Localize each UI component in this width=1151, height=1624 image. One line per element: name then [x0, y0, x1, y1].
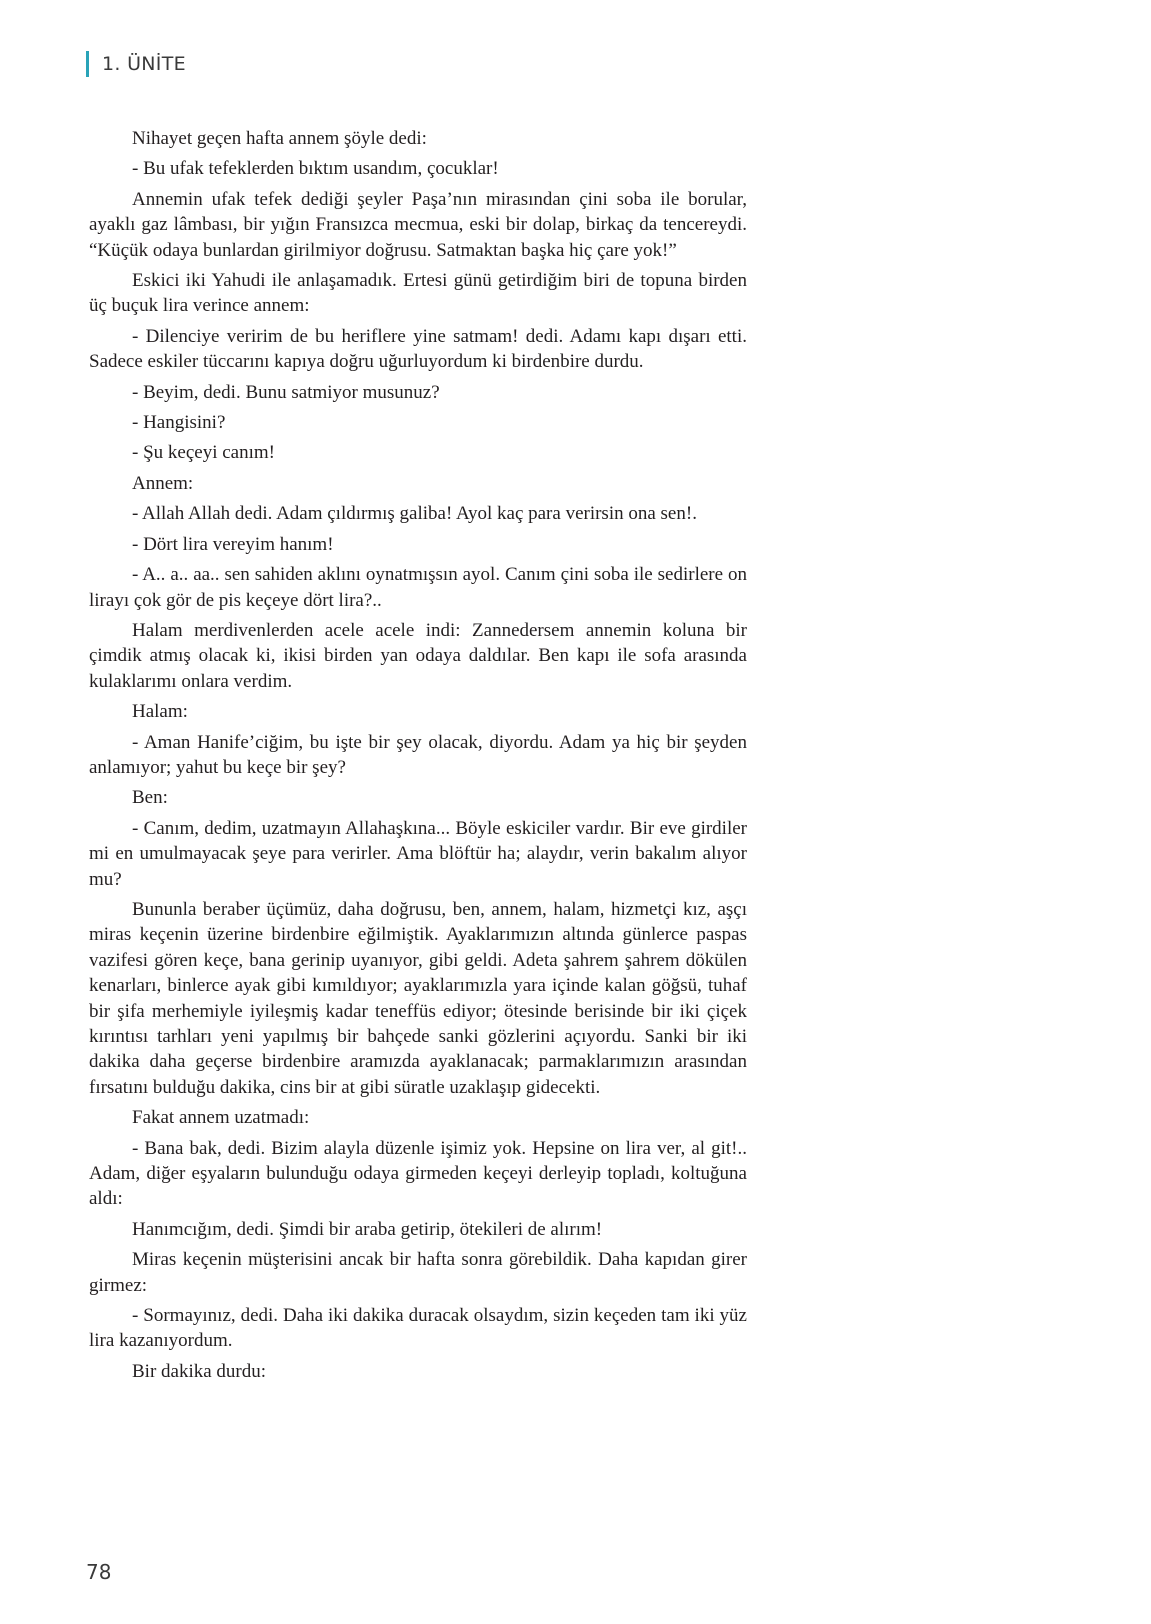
paragraph: - Canım, dedim, uzatmayın Allahaşkına... Böyle eskiciler vardır. Bir eve girdiler mi en umulmayacak şeye para verirler. Ama blöftür ha; alaydır, verin bakalım alıyor mu? — [89, 817, 747, 890]
paragraph: Eskici iki Yahudi ile anlaşamadık. Ertesi günü getirdiğim biri de topuna birden üç buçuk lira verince annem: — [89, 270, 747, 317]
header-accent-bar — [86, 51, 89, 77]
paragraph: - Sormayınız, dedi. Daha iki dakika duracak olsaydım, sizin keçeden tam iki yüz lira kazanıyordum. — [89, 1305, 747, 1352]
paragraph: - Bu ufak tefeklerden bıktım usandım, çocuklar! — [132, 158, 499, 180]
body-text — [89, 126, 747, 1389]
paragraph: - Dilenciye veririm de bu heriflere yine satmam! dedi. Adamı kapı dışarı etti. Sadece eskiler tüccarını kapıya doğru uğurluyordum ki birdenbire durdu. — [89, 325, 747, 373]
paragraph: - Allah Allah dedi. Adam çıldırmış galiba! Ayol kaç para verirsin ona sen!. — [132, 503, 697, 525]
paragraph: Bununla beraber üçümüz, daha doğrusu, ben, annem, halam, hizmetçi kız, aşçı miras keçenin üzerine birdenbire eğilmiştik. Ayaklarımızın altında günlerce paspas vazifesi gören keçe, bana gerinip uyanıyor, gibi geldi. Adeta şahrem şahrem dökülen kenarları, binlerce ayak gibi kımıldıyor; ayaklarımızla yara içinde kalan göğsü, tuhaf bir şifa merhemiyle iyileşmiş kadar teneffüs ediyor; ötesinde berisinde bir iki çiçek kırıntısı tarhları yeni yapılmış bir bahçede sanki gözlerini açıyordu. Sanki bir iki dakika daha geçerse birdenbire aramızda ayaklanacak; parmaklarımızın arasından fırsatını bulduğu dakika, cins bir at gibi süratle uzaklaşıp gidecekti. — [89, 898, 747, 1098]
paragraph: - Beyim, dedi. Bunu satmiyor musunuz? — [132, 381, 440, 403]
paragraph: Hanımcığım, dedi. Şimdi bir araba getirip, ötekileri de alırım! — [132, 1218, 603, 1240]
paragraph: Annem: — [132, 472, 194, 494]
unit-label: 1. ÜNİTE — [102, 53, 186, 75]
paragraph: Miras keçenin müşterisini ancak bir hafta sonra görebildik. Daha kapıdan girer girmez: — [89, 1249, 747, 1296]
paragraph: Nihayet geçen hafta annem şöyle dedi: — [132, 128, 427, 149]
paragraph: - Bana bak, dedi. Bizim alayla düzenle işimiz yok. Hepsine on lira ver, al git!.. Adam, diğer eşyaların bulunduğu odaya girmeden keçeyi derleyip topladı, koltuğuna aldı: — [89, 1137, 747, 1210]
page-number: 78 — [86, 1560, 112, 1584]
paragraph: Bir dakika durdu: — [132, 1360, 267, 1382]
paragraph: - Şu keçeyi canım! — [132, 442, 275, 464]
paragraph: Halam merdivenlerden acele acele indi: Zannedersem annemin koluna bir çimdik atmış olacak ki, ikisi birden yan odaya daldılar. Ben kapı ile sofa arasında kulaklarımı onlara verdim. — [89, 619, 747, 692]
paragraph: - A.. a.. aa.. sen sahiden aklını oynatmışsın ayol. Canım çini soba ile sedirlere on lirayı çok gör de pis keçeye dört lira?.. — [89, 564, 747, 611]
paragraph: Fakat annem uzatmadı: — [132, 1107, 310, 1129]
paragraph: Ben: — [132, 787, 168, 809]
paragraph: - Hangisini? — [132, 412, 226, 434]
paragraph: Annemin ufak tefek dediği şeyler Paşa’nın mirasından çini soba ile borular, ayaklı gaz lâmbası, bir yığın Fransızca mecmua, eski bir dolap, birkaç da tencereydi. “Küçük odaya bunlardan girilmiyor doğrusu. Satmaktan başka hiç çare yok!” — [89, 188, 747, 261]
page-header — [86, 50, 186, 78]
paragraph: - Dört lira vereyim hanım! — [132, 533, 334, 555]
paragraph: Halam: — [132, 701, 188, 723]
paragraph: - Aman Hanife’ciğim, bu işte bir şey olacak, diyordu. Adam ya hiç bir şeyden anlamıyor; yahut bu keçe bir şey? — [89, 731, 747, 778]
